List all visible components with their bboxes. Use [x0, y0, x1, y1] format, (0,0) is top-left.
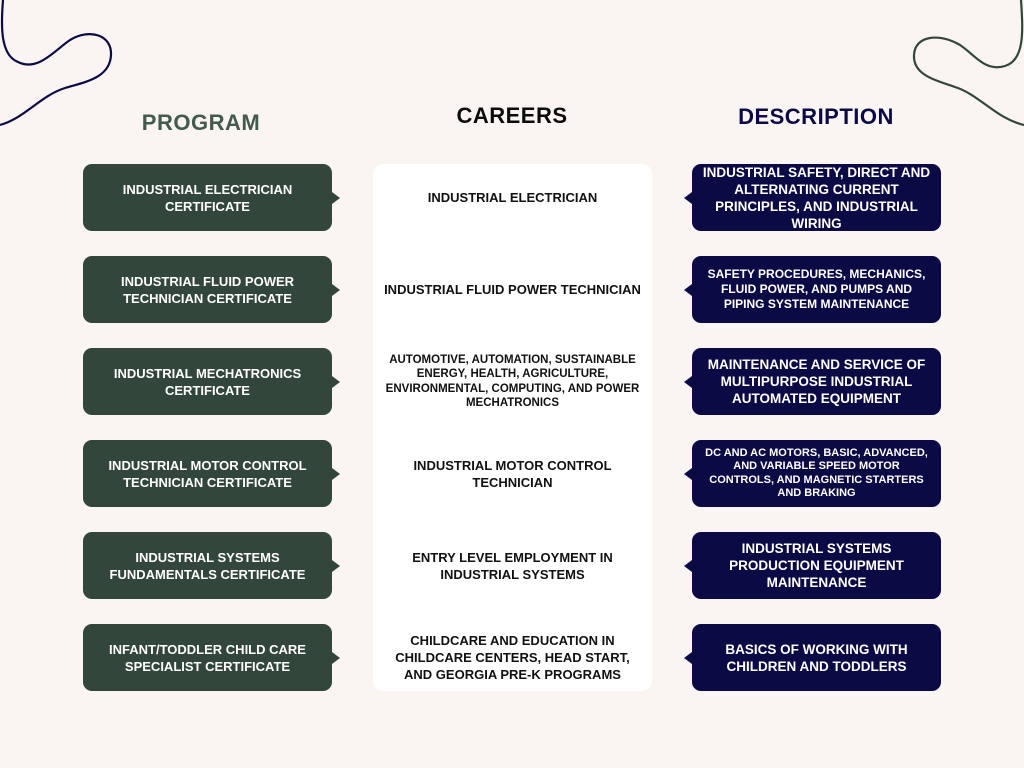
program-box: INDUSTRIAL ELECTRICIAN CERTIFICATE — [83, 164, 332, 231]
career-text: INDUSTRIAL ELECTRICIAN — [427, 190, 598, 205]
description-box: SAFETY PROCEDURES, MECHANICS, FLUID POWER, AND PUMPS AND PIPING SYSTEM MAINTENANCE — [692, 256, 941, 323]
career-text: INDUSTRIAL MOTOR CONTROL TECHNICIAN — [413, 457, 612, 490]
careers-panel — [373, 164, 652, 691]
career-text: CHILDCARE AND EDUCATION IN CHILDCARE CENTERS, HEAD START, AND GEORGIA PRE-K PROGRAMS — [395, 633, 630, 682]
career-text: AUTOMOTIVE, AUTOMATION, SUSTAINABLE ENERGY, HEALTH, AGRICULTURE, ENVIRONMENTAL, COMPUTING, AND POWER MECHATRONICS — [385, 353, 640, 409]
program-box: INDUSTRIAL MECHATRONICS CERTIFICATE — [83, 348, 332, 415]
description-column-header: DESCRIPTION — [738, 104, 894, 129]
program-box: INDUSTRIAL FLUID POWER TECHNICIAN CERTIFICATE — [83, 256, 332, 323]
career-text: INDUSTRIAL FLUID POWER TECHNICIAN — [384, 282, 641, 297]
description-box: MAINTENANCE AND SERVICE OF MULTIPURPOSE INDUSTRIAL AUTOMATED EQUIPMENT — [692, 348, 941, 415]
description-box: INDUSTRIAL SAFETY, DIRECT AND ALTERNATING CURRENT PRINCIPLES, AND INDUSTRIAL WIRING — [692, 164, 941, 231]
careers-column-header: CAREERS — [456, 103, 568, 128]
program-box: INFANT/TODDLER CHILD CARE SPECIALIST CERTIFICATE — [83, 624, 332, 691]
program-column-header: PROGRAM — [141, 110, 261, 135]
description-box: INDUSTRIAL SYSTEMS PRODUCTION EQUIPMENT MAINTENANCE — [692, 532, 941, 599]
description-box: DC AND AC MOTORS, BASIC, ADVANCED, AND VARIABLE SPEED MOTOR CONTROLS, AND MAGNETIC STARTERS AND BRAKING — [692, 440, 941, 507]
description-box: BASICS OF WORKING WITH CHILDREN AND TODDLERS — [692, 624, 941, 691]
program-box: INDUSTRIAL SYSTEMS FUNDAMENTALS CERTIFICATE — [83, 532, 332, 599]
program-box: INDUSTRIAL MOTOR CONTROL TECHNICIAN CERTIFICATE — [83, 440, 332, 507]
career-text: ENTRY LEVEL EMPLOYMENT IN INDUSTRIAL SYSTEMS — [412, 549, 613, 582]
